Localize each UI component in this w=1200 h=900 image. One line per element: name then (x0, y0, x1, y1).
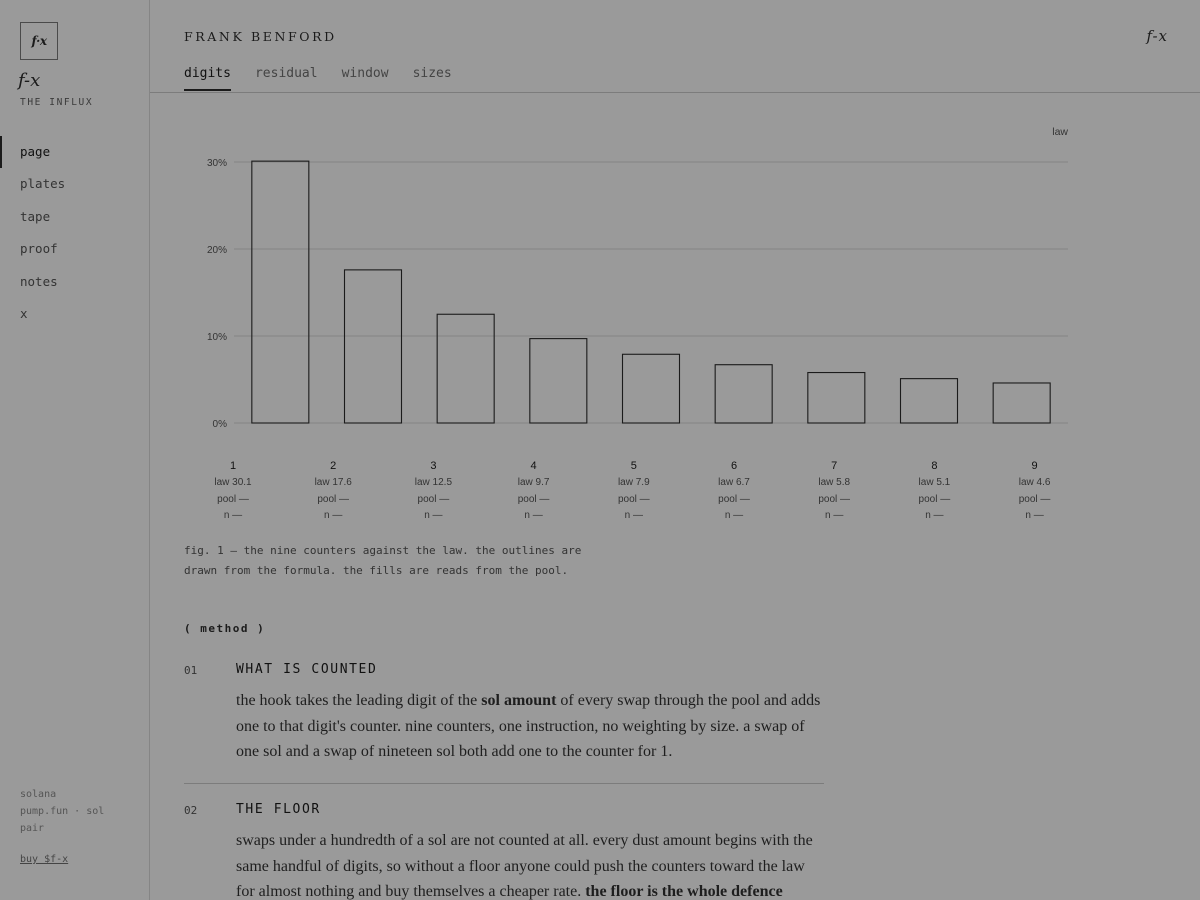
item-body (236, 688, 826, 765)
y-tick-label: 10% (206, 332, 227, 343)
digit-label: 7 (831, 460, 838, 472)
item-title: WHAT IS COUNTED (236, 662, 378, 677)
pair-line: pair (20, 823, 45, 834)
sidebar-item-proof[interactable]: proof (20, 241, 58, 257)
pool-value-label: pool — (217, 494, 249, 505)
bar-law-3 (437, 314, 494, 423)
logo-icon[interactable]: f·x (20, 22, 58, 60)
bar-law-9 (993, 383, 1050, 423)
law-value-label: law 17.6 (314, 477, 352, 488)
count-value-label: n — (223, 510, 243, 521)
item-body (236, 828, 824, 900)
bar-law-4 (530, 339, 587, 423)
bar-law-7 (808, 373, 865, 423)
pool-value-label: pool — (517, 494, 550, 505)
bar-law-5 (623, 354, 680, 423)
law-value-label: law 30.1 (214, 477, 252, 488)
y-tick-label: 0% (212, 419, 227, 430)
pool-value-label: pool — (918, 494, 951, 505)
method-heading: ( method ) (184, 622, 266, 635)
digit-label: 1 (229, 460, 237, 472)
sidebar-item-tape[interactable]: tape (20, 208, 51, 224)
tab-digits[interactable]: digits (184, 66, 231, 91)
bar-law-8 (901, 379, 958, 423)
count-value-label: n — (324, 510, 343, 521)
method-item-counted (184, 662, 824, 772)
figure-caption (184, 541, 644, 580)
body-text: of every swap through the pool and adds one to that digit's counter. nine counters, one instruction, no weighting by size. a swap of one sol and a swap of nineteen sol both add one to the counter for 1. (236, 692, 821, 760)
y-tick-label: 20% (206, 245, 227, 256)
sidebar-item-x[interactable]: x (20, 305, 28, 321)
digit-label: 3 (430, 460, 437, 472)
count-value-label: n — (1025, 510, 1044, 521)
digit-label: 8 (931, 460, 938, 472)
author-name: FRANK BENFORD (184, 29, 337, 44)
law-value-label: law 5.8 (818, 477, 851, 488)
digit-label: 9 (1031, 460, 1038, 472)
count-value-label: n — (825, 510, 844, 521)
network-line: solana (20, 789, 57, 800)
item-title: THE FLOOR (236, 802, 321, 817)
caption-line-2: drawn from the formula. the fills are reads from the pool. (184, 563, 569, 577)
tab-residual[interactable]: residual (254, 66, 318, 81)
chart-svg (150, 110, 1200, 530)
sidebar-nav (0, 136, 150, 330)
body-text: swaps under a hundredth of a sol are not counted at all. every dust amount begins with the same handful of digits, so without a floor anyone could push the counters toward the law for almost nothing and buy themselves a cheaper rate. (236, 832, 813, 900)
bar-law-6 (715, 365, 772, 423)
law-value-label: law 9.7 (517, 477, 550, 488)
y-tick-label: 30% (206, 158, 227, 169)
sidebar-item-page[interactable]: page (0, 136, 150, 168)
digit-chart (150, 110, 1200, 530)
body-emphasis: sol amount (481, 692, 557, 709)
law-value-label: law 5.1 (918, 477, 951, 488)
caption-line-1: fig. 1 — the nine counters against the law. the outlines are (184, 544, 582, 557)
count-value-label: n — (925, 510, 944, 521)
body-emphasis: the floor is the whole defence (585, 883, 783, 900)
sidebar-item-notes[interactable]: notes (20, 273, 58, 289)
network-info (20, 786, 104, 837)
pool-value-label: pool — (1018, 494, 1051, 505)
count-value-label: n — (424, 510, 443, 521)
pool-value-label: pool — (417, 494, 450, 505)
buy-link[interactable]: buy $f-x (20, 854, 69, 865)
count-value-label: n — (724, 510, 744, 521)
divider (184, 783, 824, 784)
digit-label: 2 (330, 460, 337, 472)
body-text: the hook takes the leading digit of the (236, 692, 482, 709)
brand-subtitle: THE INFLUX (20, 97, 94, 108)
legend-label: law (1052, 126, 1068, 138)
pool-value-label: pool — (818, 494, 851, 505)
bar-law-2 (345, 270, 402, 423)
pool-value-label: pool — (718, 494, 750, 505)
law-value-label: law 6.7 (718, 477, 750, 488)
digit-label: 4 (530, 460, 537, 472)
item-number: 01 (184, 664, 198, 677)
count-value-label: n — (624, 510, 643, 521)
brand-name: f-x (18, 70, 41, 91)
corner-mark[interactable]: f-x (1146, 27, 1168, 45)
sidebar-item-plates[interactable]: plates (20, 176, 66, 192)
item-number: 02 (184, 804, 198, 817)
count-value-label: n — (524, 510, 543, 521)
sidebar (0, 0, 150, 900)
pool-value-label: pool — (617, 494, 650, 505)
bar-law-1 (252, 161, 309, 423)
digit-label: 6 (730, 460, 738, 472)
header (150, 0, 1200, 93)
tab-window[interactable]: window (341, 66, 389, 81)
method-item-floor (184, 802, 824, 900)
pool-value-label: pool — (317, 494, 350, 505)
digit-label: 5 (630, 460, 637, 472)
platform-line: pump.fun · sol (20, 806, 105, 817)
tab-bar (184, 66, 452, 91)
law-value-label: law 4.6 (1018, 477, 1051, 488)
law-value-label: law 7.9 (617, 477, 650, 488)
law-value-label: law 12.5 (414, 477, 453, 488)
tab-sizes[interactable]: sizes (412, 66, 452, 81)
